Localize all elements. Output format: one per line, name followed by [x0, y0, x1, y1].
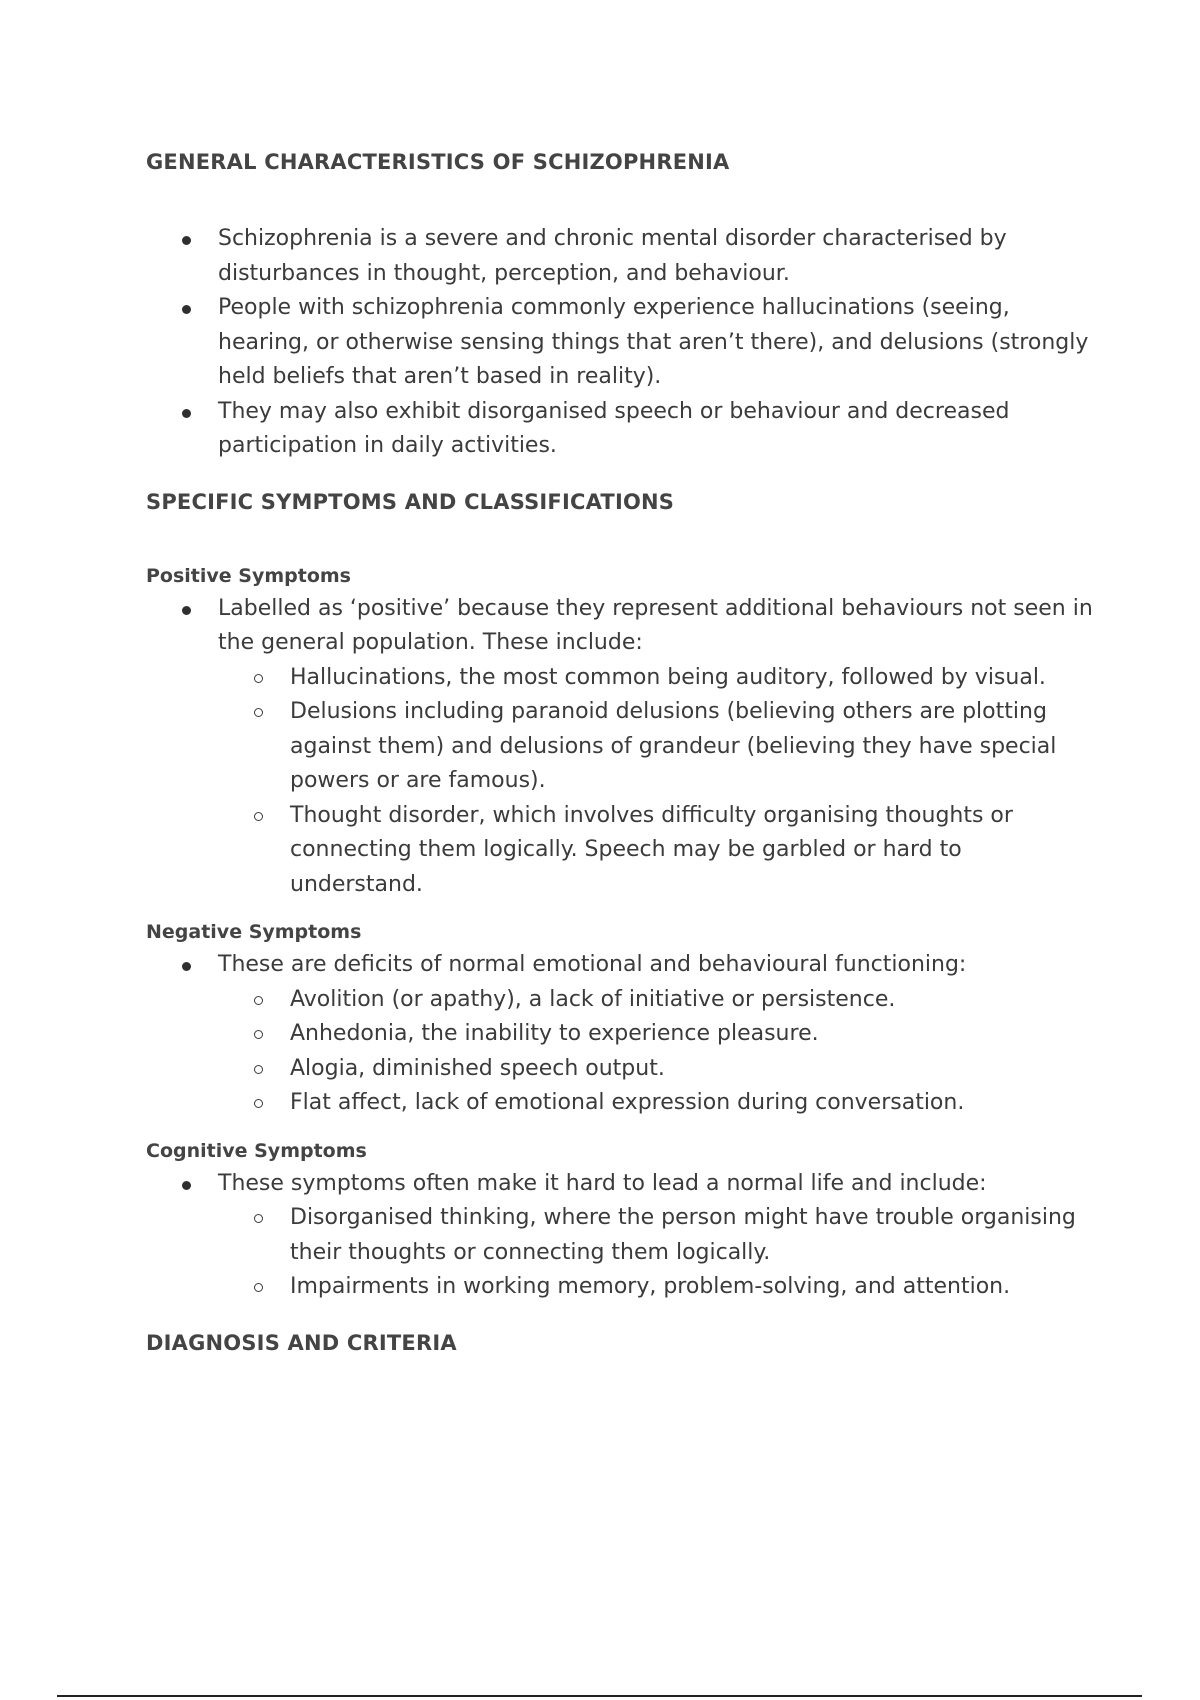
- circle-bullet-icon: [254, 812, 263, 821]
- bullet-icon: [182, 606, 191, 615]
- sub-list-item: [218, 1201, 1096, 1270]
- sub-list-item: [218, 983, 1096, 1018]
- sub-bullet-text: Avolition (or apathy), a lack of initiative or persistence.: [290, 986, 896, 1012]
- bullet-text: Schizophrenia is a severe and chronic mental disorder characterised by disturbances in thought, perception, and behaviour.: [218, 226, 1007, 286]
- sub-list-item: [218, 1086, 1096, 1121]
- sub-bullet-text: Delusions including paranoid delusions (believing others are plotting against them) and delusions of grandeur (believing they have special powers or are famous).: [290, 699, 1057, 793]
- cognitive-sub-list: [218, 1201, 1096, 1305]
- positive-sub-list: [218, 661, 1096, 903]
- bullet-icon: [182, 409, 191, 418]
- sub-list-item: [218, 1017, 1096, 1052]
- sub-bullet-text: Disorganised thinking, where the person might have trouble organising their thoughts or connecting them logically.: [290, 1205, 1076, 1265]
- negative-sub-list: [218, 983, 1096, 1121]
- document-content: [146, 146, 1096, 1359]
- sub-list-item: [218, 1270, 1096, 1305]
- circle-bullet-icon: [254, 1099, 263, 1108]
- sub-list-item: [218, 799, 1096, 903]
- list-item: [146, 222, 1096, 291]
- bullet-icon: [182, 305, 191, 314]
- sub-bullet-text: Alogia, diminished speech output.: [290, 1055, 665, 1081]
- bullet-text: These are deficits of normal emotional and behavioural functioning:: [218, 952, 967, 977]
- section-heading-diagnosis: DIAGNOSIS AND CRITERIA: [146, 1330, 457, 1355]
- circle-bullet-icon: [254, 1065, 263, 1074]
- sub-list-item: [218, 661, 1096, 696]
- circle-bullet-icon: [254, 1283, 263, 1292]
- list-item: [146, 1167, 1096, 1305]
- bullet-icon: [182, 962, 191, 971]
- bullet-text: People with schizophrenia commonly experience hallucinations (seeing, hearing, or otherwise sensing things that aren’t there), and delusions (strongly held beliefs that aren’t based in reality).: [218, 295, 1089, 389]
- circle-bullet-icon: [254, 674, 263, 683]
- list-item: [146, 948, 1096, 1121]
- list-item: [146, 291, 1096, 395]
- circle-bullet-icon: [254, 708, 263, 717]
- circle-bullet-icon: [254, 1214, 263, 1223]
- section-heading-general: GENERAL CHARACTERISTICS OF SCHIZOPHRENIA: [146, 150, 730, 174]
- bullet-text: Labelled as ‘positive’ because they represent additional behaviours not seen in the general population. These include:: [218, 595, 1093, 655]
- subheading-negative: Negative Symptoms: [146, 921, 362, 943]
- subheading-cognitive: Cognitive Symptoms: [146, 1139, 367, 1162]
- sub-list-item: [218, 695, 1096, 799]
- sub-bullet-text: Hallucinations, the most common being auditory, followed by visual.: [290, 664, 1046, 690]
- negative-bullet-list: [146, 948, 1096, 1121]
- list-item: [146, 395, 1096, 464]
- sub-bullet-text: Flat affect, lack of emotional expression during conversation.: [290, 1090, 965, 1115]
- circle-bullet-icon: [254, 1030, 263, 1039]
- page-bottom-rule: [57, 1695, 1142, 1697]
- sub-bullet-text: Anhedonia, the inability to experience pleasure.: [290, 1021, 819, 1046]
- bullet-icon: [182, 1181, 191, 1190]
- bullet-text: These symptoms often make it hard to lead a normal life and include:: [218, 1170, 987, 1196]
- list-item: [146, 592, 1096, 903]
- bullet-icon: [182, 236, 191, 245]
- section-heading-specific: SPECIFIC SYMPTOMS AND CLASSIFICATIONS: [146, 489, 675, 514]
- positive-bullet-list: [146, 592, 1096, 903]
- sub-list-item: [218, 1052, 1096, 1087]
- general-bullet-list: [146, 222, 1096, 464]
- sub-bullet-text: Impairments in working memory, problem-solving, and attention.: [290, 1274, 1011, 1299]
- subheading-positive: Positive Symptoms: [146, 564, 351, 587]
- bullet-text: They may also exhibit disorganised speech or behaviour and decreased participation in daily activities.: [218, 398, 1010, 458]
- sub-bullet-text: Thought disorder, which involves difficulty organising thoughts or connecting them logically. Speech may be garbled or hard to understand.: [290, 802, 1013, 897]
- circle-bullet-icon: [254, 996, 263, 1005]
- cognitive-bullet-list: [146, 1167, 1096, 1305]
